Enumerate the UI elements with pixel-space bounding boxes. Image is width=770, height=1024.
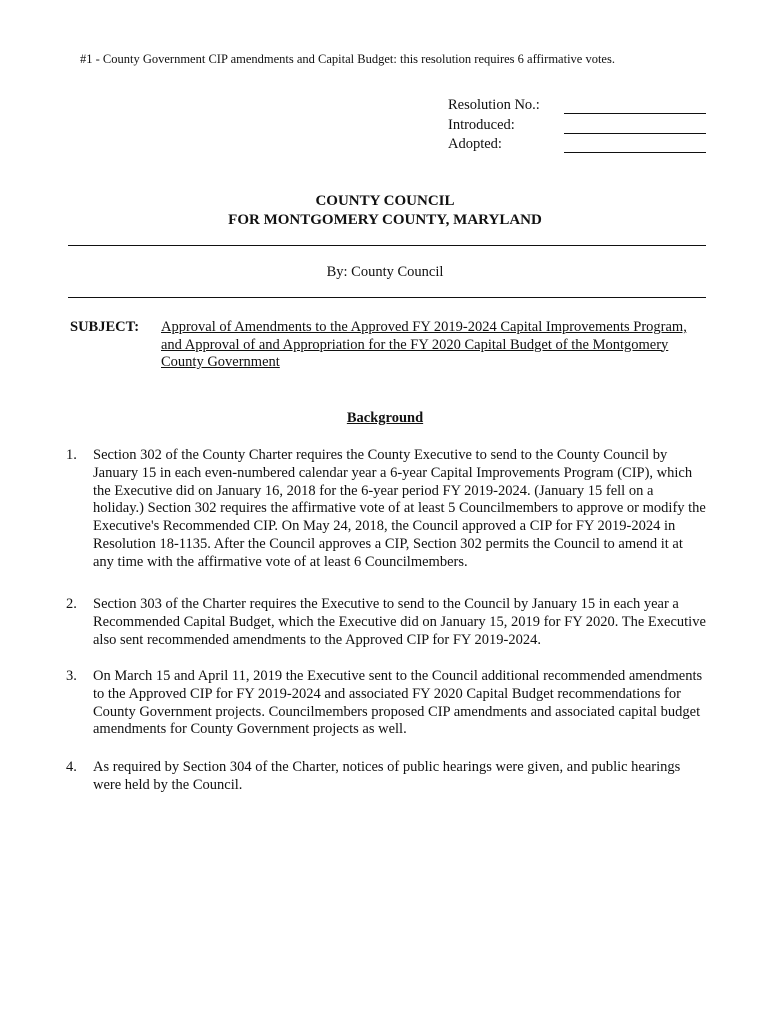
paragraph-4 <box>66 759 706 795</box>
council-title-line2: FOR MONTGOMERY COUNTY, MARYLAND <box>228 211 542 228</box>
paragraph-number: 2. <box>66 596 77 612</box>
background-heading: Background <box>346 410 424 426</box>
paragraph-text: Section 303 of the Charter requires the Executive to send to the Council by January 15 in each year a Recommended Capital Budget, which the Executive did on January 15, 2019 for FY 2020. The Executive also sent recommended amendments to the Approved CIP for FY 2019-2024. <box>93 596 706 648</box>
resolution-number-row <box>448 96 706 116</box>
paragraph-text: Section 302 of the County Charter requires the County Executive to send to the County Council by January 15 in each even-numbered calendar year a 6-year Capital Improvements Program (CIP), which the Executive did on January 16, 2018 for the 6-year period FY 2019-2024. (January 15 fell on a holiday.) Section 302 requires the affirmative vote of at least 5 Councilmembers to approve or modify the Executive's Recommended CIP. On May 24, 2018, the Council approved a CIP for FY 2019-2024 in Resolution 18-1135. After the Council approves a CIP, Section 302 permits the Council to amend it at any time with the affirmative vote of at least 6 Councilmembers. <box>93 447 706 570</box>
paragraph-number: 4. <box>66 759 77 775</box>
paragraph-number: 1. <box>66 447 77 463</box>
header-note: #1 - County Government CIP amendments and Capital Budget: this resolution requires 6 affirmative votes. <box>80 52 615 66</box>
council-title <box>0 192 770 229</box>
paragraph-text: As required by Section 304 of the Charter, notices of public hearings were given, and public hearings were held by the Council. <box>93 759 681 793</box>
subject-label: SUBJECT: <box>70 319 140 335</box>
introduced-blank <box>564 133 706 134</box>
paragraph-text: On March 15 and April 11, 2019 the Executive sent to the Council additional recommended amendments to the Approved CIP for FY 2019-2024 and associated FY 2020 Capital Budget recommendations for County Government projects. Councilmembers proposed CIP amendments and associated capital budget amendments for County Government projects as well. <box>93 668 703 738</box>
adopted-blank <box>564 152 706 153</box>
introduced-row <box>448 116 706 136</box>
council-title-line1: COUNTY COUNCIL <box>315 193 455 209</box>
by-line: By: County Council <box>326 264 444 280</box>
paragraph-3 <box>66 668 706 739</box>
adopted-row <box>448 135 706 155</box>
introduced-label: Introduced: <box>448 116 515 133</box>
top-divider <box>68 245 706 246</box>
paragraph-2 <box>66 596 706 649</box>
paragraph-1 <box>66 447 706 572</box>
resolution-number-label: Resolution No.: <box>448 97 540 113</box>
resolution-fields <box>448 96 706 155</box>
subject-text: Approval of Amendments to the Approved FY 2019-2024 Capital Improvements Program, and Approval of and Appropriation for the FY 2020 Capital Budget of the Montgomery County Government <box>161 319 687 370</box>
bottom-divider <box>68 297 706 298</box>
resolution-number-blank <box>564 113 706 114</box>
paragraph-number: 3. <box>66 668 77 684</box>
adopted-label: Adopted: <box>448 136 502 152</box>
